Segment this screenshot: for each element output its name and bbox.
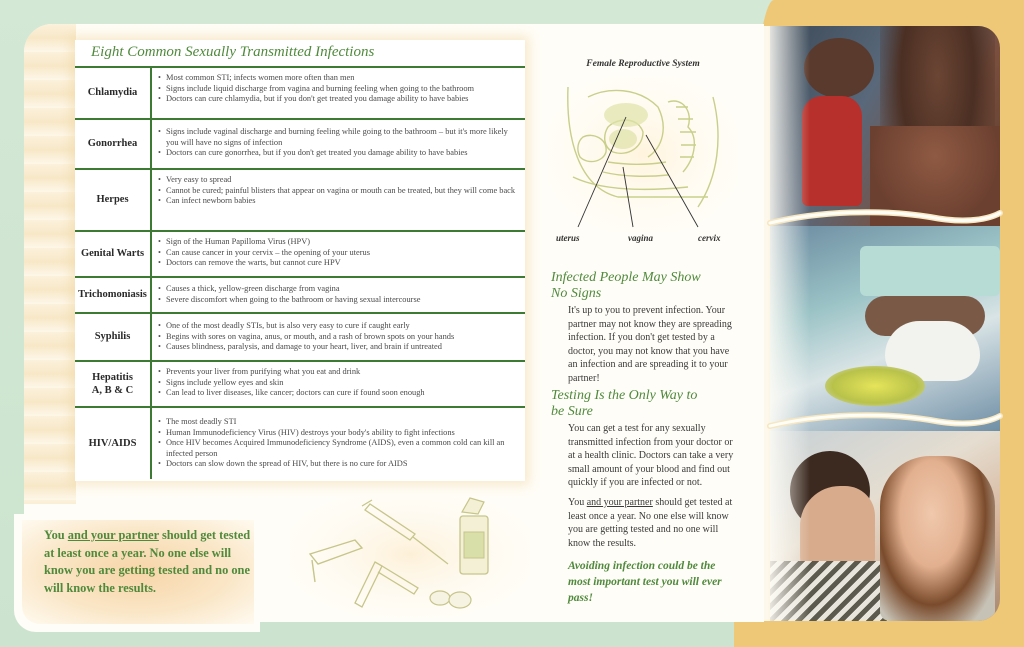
decorative-swash-icon [760, 408, 1010, 438]
sti-details [152, 314, 525, 360]
text: should get tested at least once a year. No one else will know you are getting tested and no one will know the results. [568, 496, 733, 549]
sti-details [152, 408, 525, 479]
list-item: • Most common STI; infects women more often than men [158, 73, 519, 84]
sti-name: Herpes [75, 170, 152, 230]
list-item: • Signs include liquid discharge from vagina and burning feeling when going to the bathroom [158, 84, 519, 95]
sti-details [152, 68, 525, 118]
photo-fade-overlay [740, 26, 810, 621]
emphasis-text: and your partner [586, 496, 653, 508]
text: You [44, 528, 68, 542]
diagram-title: Female Reproductive System [586, 59, 700, 69]
section-body: It's up to you to prevent infection. Your partner may not know they are spreading infection. If you don't get tested by a doctor, you may not know that you have an infection and are spreading it to your partner! [568, 305, 732, 384]
heading-line: No Signs [551, 286, 602, 301]
list-item: • Severe discomfort when going to the bathroom or having sexual intercourse [158, 295, 519, 306]
sti-name: Hepatitis A, B & C [75, 362, 152, 406]
table-row-genital-warts [75, 232, 525, 278]
label-vagina: vagina [628, 233, 654, 243]
list-item: • Signs include yellow eyes and skin [158, 378, 519, 389]
sti-name: Gonorrhea [75, 120, 152, 168]
list-item: • Causes blindness, paralysis, and damage to your heart, liver, and brain if untreated [158, 342, 519, 353]
callout-box [22, 520, 254, 624]
list-item: • Human Immunodeficiency Virus (HIV) destroys your body's ability to fight infections [158, 428, 519, 439]
table-row-hepatitis [75, 362, 525, 408]
label-uterus: uterus [556, 233, 580, 243]
list-item: • Causes a thick, yellow-green discharge from vagina [158, 284, 519, 295]
list-item: • One of the most deadly STIs, but is also very easy to cure if caught early [158, 321, 519, 332]
list-item: • Doctors can cure gonorrhea, but if you don't get treated you damage ability to have babies [158, 148, 519, 159]
text: should get tested at least once a year. No one else will know you are getting tested and no one will know the results. [44, 528, 251, 595]
section-heading [551, 270, 736, 302]
table-row-hiv-aids [75, 408, 525, 479]
section-heading [551, 388, 736, 420]
table-row-herpes [75, 170, 525, 232]
sti-details [152, 232, 525, 276]
list-item: • Signs include vaginal discharge and burning feeling while going to the bathroom – but it's more likely you will have no signs of infection [158, 127, 519, 148]
section-testing [551, 388, 736, 606]
table-row-gonorrhea [75, 120, 525, 170]
list-item: • Very easy to spread [158, 175, 519, 186]
heading-line: Infected People May Show [551, 270, 701, 285]
table-row-syphilis [75, 314, 525, 362]
medical-instruments-illustration [290, 492, 530, 617]
list-item: • Cannot be cured; painful blisters that appear on vagina or mouth can be treated, but they will come back [158, 186, 519, 197]
anatomy-illustration-icon [548, 77, 738, 232]
section-body [568, 496, 736, 550]
list-item: • Can cause cancer in your cervix – the opening of your uterus [158, 248, 519, 259]
sti-details [152, 278, 525, 312]
reproductive-system-diagram [548, 55, 738, 250]
list-item: • Doctors can slow down the spread of HIV, but there is no cure for AIDS [158, 459, 519, 470]
list-item: • The most deadly STI [158, 417, 519, 428]
list-item: • Can infect newborn babies [158, 196, 519, 207]
sti-details [152, 170, 525, 230]
sti-name: Genital Warts [75, 232, 152, 276]
table-row-chlamydia [75, 68, 525, 120]
sti-name: Syphilis [75, 314, 152, 360]
heading-line: be Sure [551, 404, 593, 419]
section-body: You can get a test for any sexually transmitted infection from your doctor or at a health clinic. Doctors can take a very small amount of your blood and find out quickly if you are infected or not. [568, 423, 734, 489]
list-item: • Can lead to liver diseases, like cancer; doctors can cure if found soon enough [158, 388, 519, 399]
sti-name: Trichomoniasis [75, 278, 152, 312]
sti-table-title: Eight Common Sexually Transmitted Infections [75, 40, 525, 68]
sti-details [152, 120, 525, 168]
call-to-action: Avoiding infection could be the most important test you will ever pass! [568, 560, 722, 605]
sti-table [75, 40, 525, 481]
list-item: • Begins with sores on vagina, anus, or mouth, and a rash of brown spots on your hands [158, 332, 519, 343]
list-item: • Sign of the Human Papilloma Virus (HPV) [158, 237, 519, 248]
sti-details [152, 362, 525, 406]
label-cervix: cervix [698, 233, 721, 243]
sti-name: Chlamydia [75, 68, 152, 118]
list-item: • Prevents your liver from purifying what you eat and drink [158, 367, 519, 378]
table-row-trichomoniasis [75, 278, 525, 314]
section-no-signs [551, 270, 736, 386]
list-item: • Doctors can remove the warts, but cannot cure HPV [158, 258, 519, 269]
emphasis-text: and your partner [67, 528, 159, 542]
decorative-border [24, 24, 76, 504]
text: You [568, 496, 587, 508]
list-item: • Doctors can cure chlamydia, but if you don't get treated you damage ability to have babies [158, 94, 519, 105]
sti-name: HIV/AIDS [75, 408, 152, 479]
list-item: • Once HIV becomes Acquired Immunodeficiency Syndrome (AIDS), even a common cold can kill an infected person [158, 438, 519, 459]
heading-line: Testing Is the Only Way to [551, 388, 698, 403]
decorative-swash-icon [760, 205, 1010, 235]
